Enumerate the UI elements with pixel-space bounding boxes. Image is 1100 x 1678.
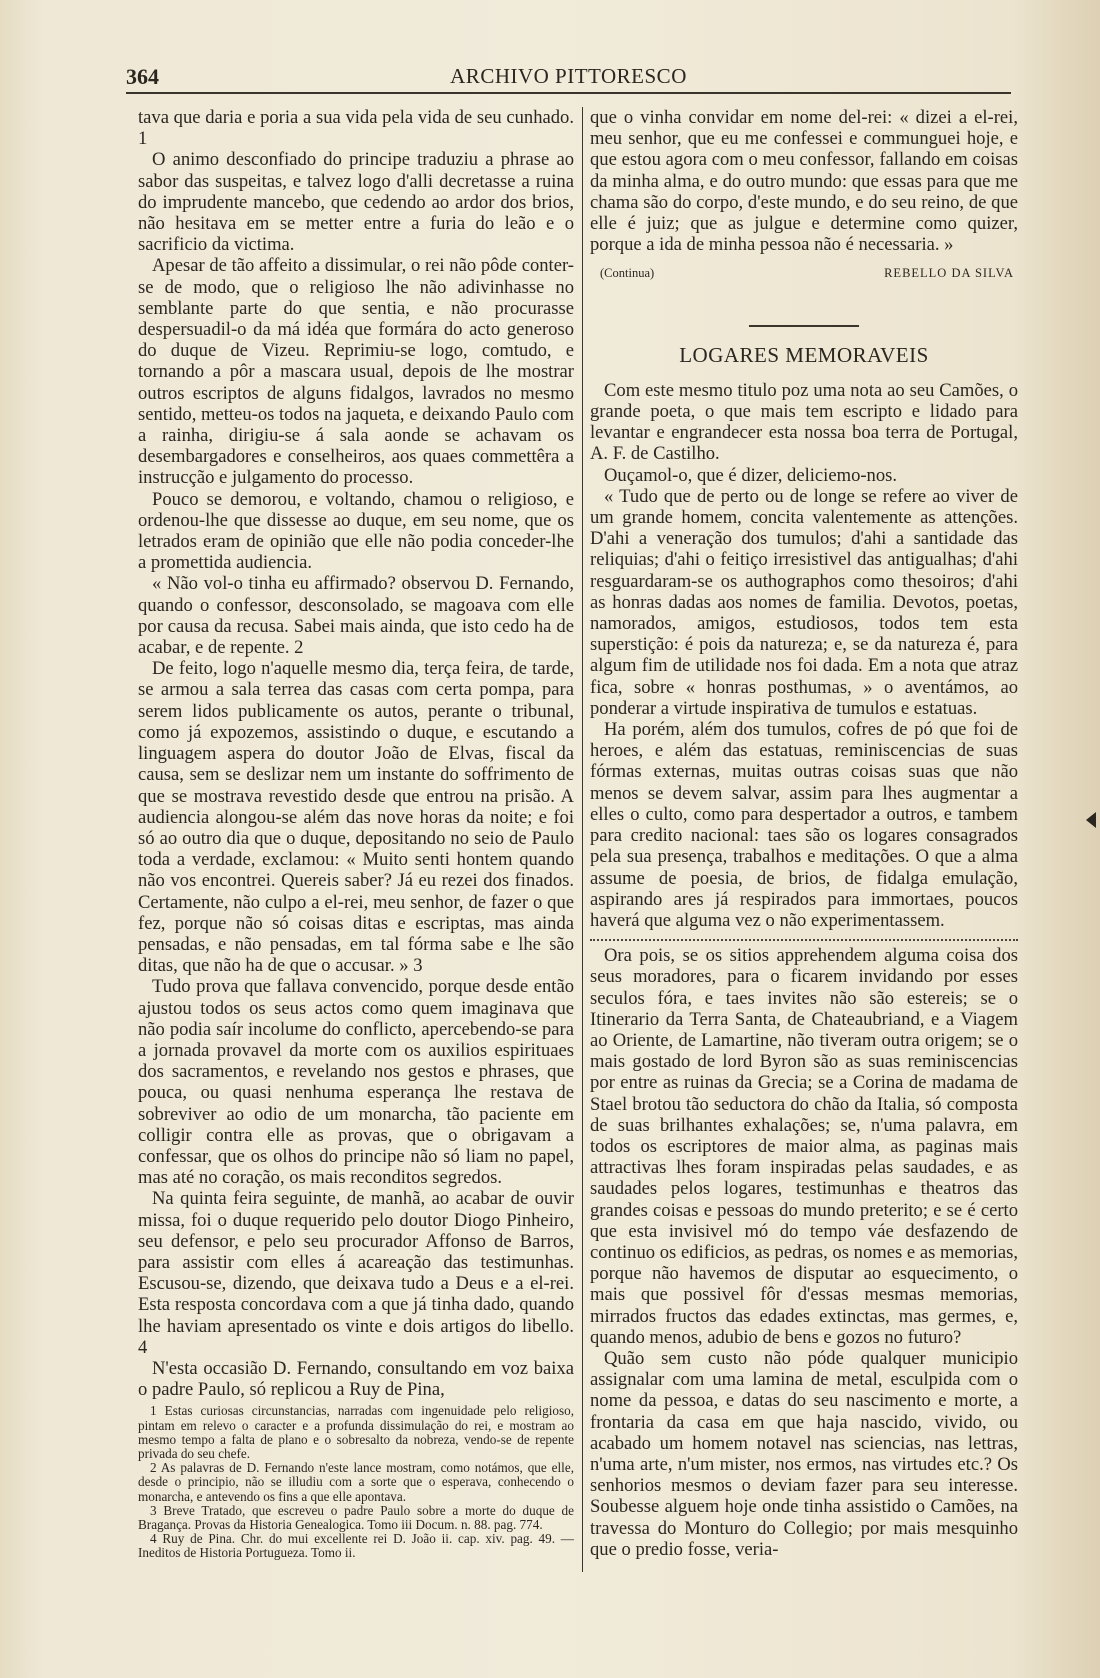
- column-divider: [582, 107, 583, 1572]
- paragraph: N'esta occasião D. Fernando, consultando em voz baixa o padre Paulo, só replicou a Ruy de Pina,: [138, 1357, 574, 1401]
- paragraph: Apesar de tão affeito a dissimular, o rei não pôde conter-se de modo, que o religioso lhe não adivinhasse no semblante parte do que sentia, e não procurasse despersuadil-o da má idéa que formára do acto generoso do duque de Vizeu. Reprimiu-se logo, comtudo, e tornando a pôr a mascara usual, depois de lhe mostrar outros escriptos de alguns fidalgos, lavrados no mesmo sentido, metteu-os todos na jaqueta, e deixando Paulo com a rainha, dirigiu-se á sala aonde se achavam os desembargadores e conselheiros, aos quaes commettêra a instrucção e julgamento do processo.: [138, 255, 574, 489]
- journal-title: ARCHIVO PITTORESCO: [450, 64, 687, 88]
- paragraph: Ouçamol-o, que é dizer, deliciemo-nos.: [604, 464, 898, 486]
- right-column: [590, 107, 1018, 1667]
- footnote: 1 Estas curiosas circunstancias, narradas com ingenuidade pelo religioso, pintam em relevo o caracter e a profunda dissimulação do rei, e mostram ao mesmo tempo a falta de plano e o sobresalto da nobreza, vendo-se de repente privada do seu chefe.: [138, 1403, 574, 1461]
- page-number: 364: [126, 64, 159, 89]
- paragraph: Ora pois, se os sitios apprehendem alguma coisa dos seus moradores, para o ficarem invidando por esses seculos fóra, e taes invites não são estereis; se o Itinerario da Terra Santa, de Chateaubriand, e a Viagem ao Oriente, de Lamartine, não tiveram outra origem; se o mais gostado de lord Byron são as suas reminiscencias por entre as ruinas da Grecia; se a Corina de madama de Stael brotou tão seductora do chão da Italia, só composta de suas brilhantes exhalações; se, n'uma palavra, em todos os escriptores de maior alma, as paginas mais attractivas lhes foram inspiradas pelas saudades, e as saudades pelos logares, testimunhas e theatros das grandes coisas e pessoas do mundo preterito; e se é certo que esta invisivel mó do tempo váe desfazendo de continuo os edificios, as pedras, os nomes e as memorias, porque não havemos de disputar ao esquecimento, o mais que possivel fôr d'essas mesmas memorias, mirrados fructos das edades extinctas, mas germes, e, quando menos, adubio de bens e gozos no futuro?: [590, 945, 1018, 1348]
- page-header: [126, 62, 1011, 94]
- footnotes: [138, 1404, 574, 1560]
- paragraph: Ha porém, além dos tumulos, cofres de pó que foi de heroes, e além das estatuas, reminiscencias de suas fórmas externas, muitas outras coisas suas que não menos se devem salvar, assim para lhes augmentar a elles o culto, como para despertador a outros, e tambem para credito nacional: taes são os logares consagrados pela sua presença, trabalhos e meditações. O que a alma assume de poesia, de brios, de fidalga emulação, aspirando ares já respirados para immortaes, poucos haverá que alguma vez o não experimentassem.: [590, 719, 1018, 931]
- paragraph: Com este mesmo titulo poz uma nota ao seu Camões, o grande poeta, o que mais tem escripto e lidado para levantar e engrandecer esta nossa boa terra de Portugal, A. F. de Castilho.: [590, 379, 1018, 465]
- footnote: 2 As palavras de D. Fernando n'este lance mostram, como notámos, que elle, desde o principio, não se illudiu com a sorte que o esperava, conhecendo o monarcha, e antevendo os fins a que elle apontava.: [138, 1460, 574, 1504]
- left-column: [138, 107, 574, 1561]
- footnote: 3 Breve Tratado, que escreveu o padre Paulo sobre a morte do duque de Bragança. Provas da Historia Genealogica. Tomo iii Docum. n. 88. pag. 774.: [138, 1502, 574, 1533]
- paragraph: tava que daria e poria a sua vida pela vida de seu cunhado. 1: [138, 107, 574, 150]
- dotted-separator: [590, 939, 1018, 941]
- author-name: REBELLO DA SILVA: [884, 266, 1014, 281]
- paragraph: Tudo prova que fallava convencido, porque desde então ajustou todos os seus actos como quem imaginava que não podia saír incolume do conflicto, apercebendo-se para a jornada provavel da morte com os auxilios espirituaes dos sacramentos, e revelando nos gestos e phrases, que pouca, ou quasi nenhuma esperança lhe restava de sobreviver ao odio de um monarcha, tão paciente em colligir contra elle as provas, que o obrigavam a confessar, que os olhos do principe não só liam no papel, mas até no coração, os mais reconditos segredos.: [138, 976, 574, 1189]
- paragraph: « Tudo que de perto ou de longe se refere ao viver de um grande homem, concita valentemente as attenções. D'ahi a veneração dos tumulos; d'ahi a santidade das reliquias; d'ahi o feitiço irresistivel das antigualhas; d'ahi resguardaram-se os authographos como thesoiros; d'ahi as honras dadas aos nomes de familia. Devotos, poetas, namorados, amigos, estudiosos, todos tem esta superstição: é pois da natureza; e, se da natureza é, para algum fim de utilidade nos foi dada. Em a nota que atraz fica, sobre « honras posthumas, » o aventámos, ao ponderar a virtude inspirativa de tumulos e estatuas.: [590, 485, 1018, 719]
- paragraph: que o vinha convidar em nome del-rei: « dizei a el-rei, meu senhor, que eu me confessei e communguei hoje, e que estou agora com o meu confessor, fallando em coisas da minha alma, e do outro mundo: que essas para que me chama são do corpo, d'este mundo, e do seu reino, de que elle é juiz; que as julgue e determine como quizer, porque a ida de minha pessoa não é necessaria. »: [590, 107, 1018, 256]
- continua-label: (Continua): [600, 266, 655, 281]
- paragraph: Na quinta feira seguinte, de manhã, ao acabar de ouvir missa, foi o duque requerido pelo doutor Diogo Pinheiro, seu defensor, e pelo seu procurador Affonso de Barros, para assistir com elles á acareação das testimunhas. Escusou-se, dizendo, que deixava tudo a Deus e a el-rei. Esta resposta concordava com a que já tinha dado, quando lhe haviam apresentado os vinte e dois artigos do libello. 4: [138, 1188, 574, 1358]
- paragraph: De feito, logo n'aquelle mesmo dia, terça feira, de tarde, se armou a sala terrea das casas com certa pompa, para serem lidos publicamente os autos, perante o tribunal, como já expozemos, assistindo o duque, e escutando a linguagem aspera do doutor João de Elvas, fiscal da causa, sem se deslizar nem um instante do soffrimento de que se mostrava revestido desde que entrou na prisão. A audiencia alongou-se além das nove horas da noite; e foi só ao outro dia que o duque, depositando no seio de Paulo toda a verdade, exclamou: « Muito senti hontem quando não vos encontrei. Quereis saber? Já eu rezei dos finados. Certamente, não culpo a el-rei, meu senhor, de fazer o que fez, porque não só coisas ditas e escriptas, mas ainda pensadas, e não pensadas, em tal fórma sabe e lhe são ditas, que não ha de que o accusar. » 3: [138, 658, 574, 977]
- paragraph: « Não vol-o tinha eu affirmado? observou D. Fernando, quando o confessor, desconsolado, se magoava com elle por causa da recusa. Sabei mais ainda, que isto cedo ha de acabar, e de repente. 2: [138, 573, 574, 659]
- paragraph: Pouco se demorou, e voltando, chamou o religioso, e ordenou-lhe que dissesse ao duque, em seu nome, que os letrados eram de opinião que elle não podia conceder-lhe a promettida audiencia.: [138, 488, 574, 574]
- edge-arrow-icon: [1086, 812, 1096, 828]
- section-rule: [749, 325, 859, 327]
- article-signature: [600, 263, 1014, 284]
- footnote: 4 Ruy de Pina. Chr. do mui excellente rei D. João ii. cap. xiv. pag. 49. — Ineditos de Historia Portugueza. Tomo ii.: [138, 1531, 574, 1561]
- paragraph: Quão sem custo não póde qualquer municipio assignalar com uma lamina de metal, esculpida com o nome da pessoa, e datas do seu nascimento e morte, a frontaria da casa em que haja nascido, vivido, ou acabado um homem notavel nas sciencias, nas lettras, n'uma arte, n'um mister, nos ermos, nas virtudes etc.? Os senhorios mesmos o deviam fazer para seu interesse. Soubesse alguem hoje onde tinha assistido o Camões, na travessa do Monturo do Collegio; por mais mesquinho que o predio fosse, veria-: [590, 1347, 1018, 1560]
- section-title: LOGARES MEMORAVEIS: [679, 342, 929, 367]
- paragraph: O animo desconfiado do principe traduziu a phrase ao sabor das suspeitas, e talvez logo d'alli decretasse a ruina do imprudente mancebo, que cedendo ao ardor dos brios, não hesitava em se metter entre a furia do leão e o sacrificio da victima.: [138, 149, 574, 256]
